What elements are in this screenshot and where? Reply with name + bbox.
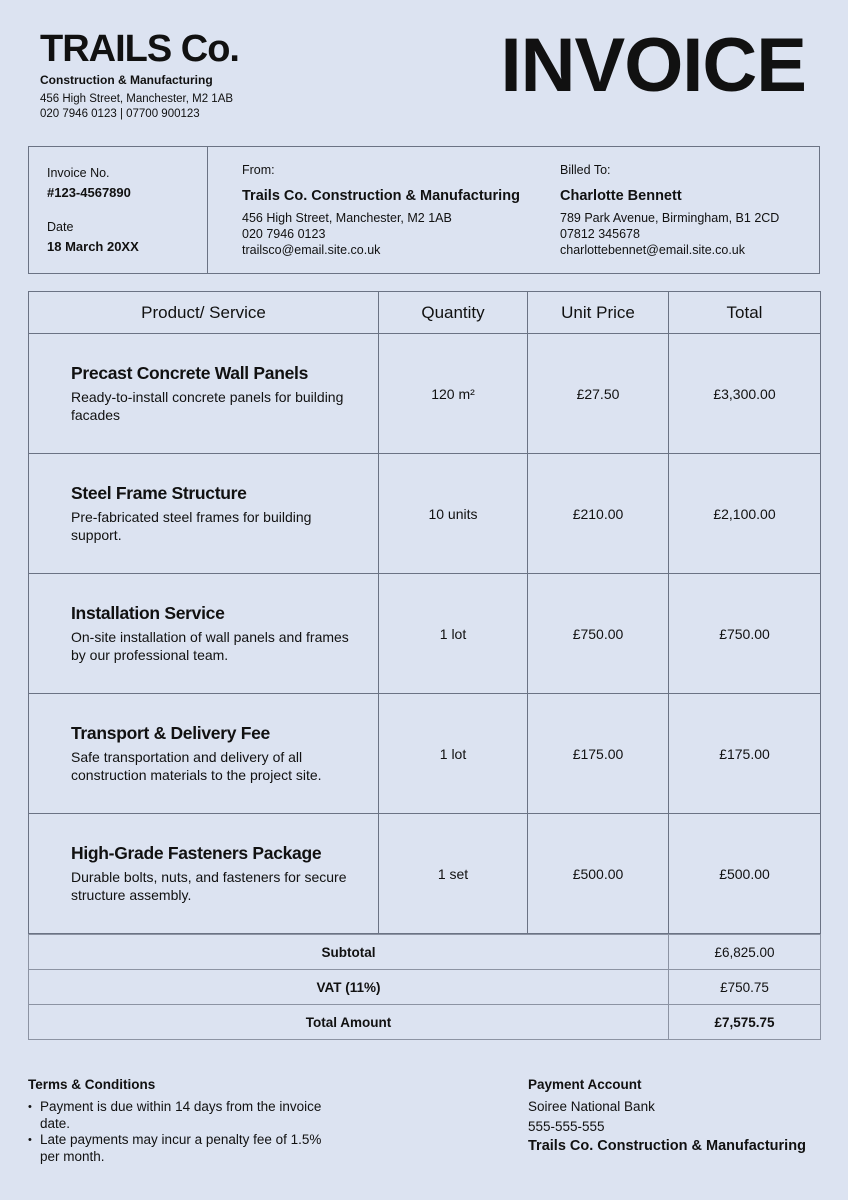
vat-value: £750.75 xyxy=(669,970,821,1005)
subtotal-value: £6,825.00 xyxy=(669,935,821,970)
quantity-cell: 1 set xyxy=(379,814,528,934)
product-cell xyxy=(29,694,379,814)
terms-item: • Late payments may incur a penalty fee of 1.5% per month. xyxy=(28,1132,328,1165)
product-name: Steel Frame Structure xyxy=(71,483,247,503)
invoice-date-label: Date xyxy=(47,220,74,234)
total-cell: £175.00 xyxy=(669,694,821,814)
unit-price-cell: £750.00 xyxy=(528,574,669,694)
total-amount-label: Total Amount xyxy=(29,1005,669,1040)
billed-to-label: Billed To: xyxy=(560,163,611,177)
billed-to-address: 789 Park Avenue, Birmingham, B1 2CD xyxy=(560,211,780,225)
company-address: 456 High Street, Manchester, M2 1AB xyxy=(40,93,234,105)
subtotal-row xyxy=(29,935,821,970)
vat-label: VAT (11%) xyxy=(29,970,669,1005)
header-quantity: Quantity xyxy=(379,292,528,334)
table-row xyxy=(29,334,821,454)
total-cell: £3,300.00 xyxy=(669,334,821,454)
info-divider xyxy=(207,147,208,273)
quantity-cell: 1 lot xyxy=(379,694,528,814)
total-amount-value: £7,575.75 xyxy=(669,1005,821,1040)
unit-price-cell: £27.50 xyxy=(528,334,669,454)
company-subtitle: Construction & Manufacturing xyxy=(40,73,213,87)
billed-to-phone: 07812 345678 xyxy=(560,227,640,241)
items-table xyxy=(28,291,821,934)
quantity-cell: 1 lot xyxy=(379,574,528,694)
table-row xyxy=(29,454,821,574)
product-cell xyxy=(29,454,379,574)
unit-price-cell: £210.00 xyxy=(528,454,669,574)
invoice-number-label: Invoice No. xyxy=(47,166,110,180)
header-product: Product/ Service xyxy=(29,292,379,334)
company-contact xyxy=(40,92,233,122)
table-row xyxy=(29,814,821,934)
billed-to-email: charlottebennet@email.site.co.uk xyxy=(560,243,746,257)
quantity-cell: 10 units xyxy=(379,454,528,574)
terms-title: Terms & Conditions xyxy=(28,1077,156,1092)
product-cell xyxy=(29,814,379,934)
product-name: Installation Service xyxy=(71,603,225,623)
terms-list xyxy=(28,1099,328,1165)
header-total: Total xyxy=(669,292,821,334)
payment-account-holder: Trails Co. Construction & Manufacturing xyxy=(528,1138,806,1154)
product-name: High-Grade Fasteners Package xyxy=(71,843,322,863)
payment-title: Payment Account xyxy=(528,1077,642,1092)
quantity-cell: 120 m² xyxy=(379,334,528,454)
payment-bank: Soiree National Bank xyxy=(528,1099,655,1114)
product-name: Transport & Delivery Fee xyxy=(71,723,270,743)
payment-account-number: 555-555-555 xyxy=(528,1119,605,1134)
unit-price-cell: £175.00 xyxy=(528,694,669,814)
table-row xyxy=(29,574,821,694)
table-row xyxy=(29,694,821,814)
unit-price-cell: £500.00 xyxy=(528,814,669,934)
invoice-date: 18 March 20XX xyxy=(47,239,139,254)
product-name: Precast Concrete Wall Panels xyxy=(71,363,309,383)
from-details xyxy=(242,210,452,258)
company-phones: 020 7946 0123 | 07700 900123 xyxy=(40,108,200,120)
from-phone: 020 7946 0123 xyxy=(242,227,326,241)
document-title: INVOICE xyxy=(500,23,806,108)
product-cell xyxy=(29,574,379,694)
billed-to-details xyxy=(560,210,779,258)
table-header-row xyxy=(29,292,821,334)
from-label: From: xyxy=(242,163,275,177)
total-amount-row xyxy=(29,1005,821,1040)
product-description: Durable bolts, nuts, and fasteners for secure structure assembly. xyxy=(71,869,347,903)
header-unit-price: Unit Price xyxy=(528,292,669,334)
terms-item: • Payment is due within 14 days from the invoice date. xyxy=(28,1099,328,1132)
billed-to-name: Charlotte Bennett xyxy=(560,188,682,204)
product-description: On-site installation of wall panels and frames by our professional team. xyxy=(71,629,349,663)
product-cell xyxy=(29,334,379,454)
product-description: Safe transportation and delivery of all construction materials to the project site. xyxy=(71,749,322,783)
total-cell: £500.00 xyxy=(669,814,821,934)
total-cell: £2,100.00 xyxy=(669,454,821,574)
company-name: TRAILS Co. xyxy=(40,28,239,70)
invoice-info-box xyxy=(28,146,820,274)
from-email: trailsco@email.site.co.uk xyxy=(242,243,381,257)
total-cell: £750.00 xyxy=(669,574,821,694)
totals-table xyxy=(28,934,821,1040)
from-name: Trails Co. Construction & Manufacturing xyxy=(242,188,520,204)
from-address: 456 High Street, Manchester, M2 1AB xyxy=(242,211,452,225)
product-description: Ready-to-install concrete panels for building facades xyxy=(71,389,344,423)
subtotal-label: Subtotal xyxy=(29,935,669,970)
product-description: Pre-fabricated steel frames for building support. xyxy=(71,509,312,543)
invoice-number: #123-4567890 xyxy=(47,185,131,200)
vat-row xyxy=(29,970,821,1005)
